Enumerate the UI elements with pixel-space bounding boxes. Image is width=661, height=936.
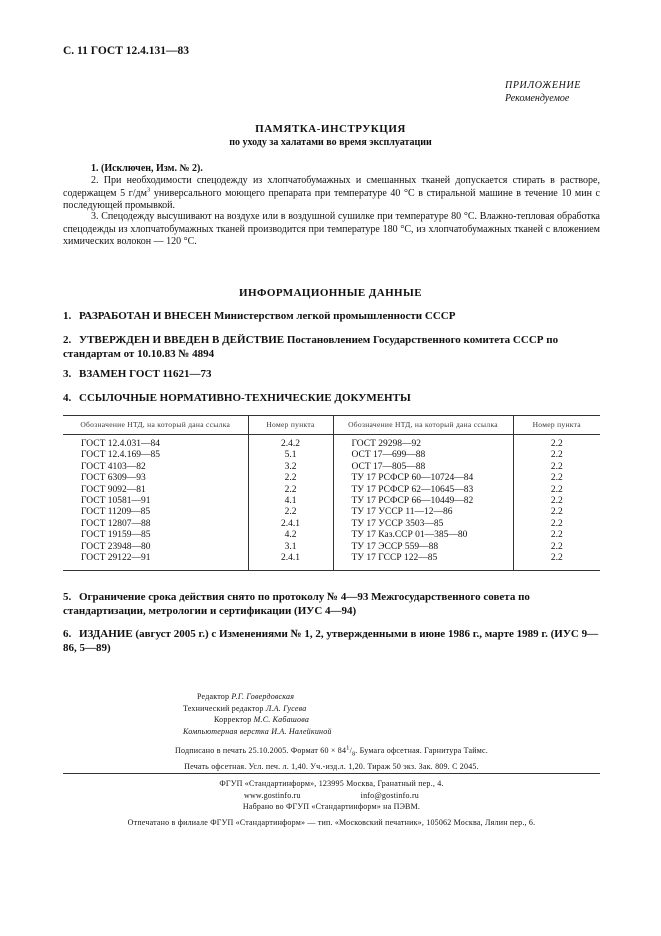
table-cell: 2.4.1 — [281, 552, 300, 563]
info-item-1-num: 1. — [63, 310, 72, 322]
table-cell: ГОСТ 19159—85 — [81, 530, 151, 541]
info-item-1-text: РАЗРАБОТАН И ВНЕСЕН Министерством легкой промышленности СССР — [79, 310, 456, 322]
table-cell: ОСТ 17—805—88 — [351, 461, 426, 472]
table-cell: ГОСТ 29122—91 — [81, 552, 151, 563]
website-link[interactable]: www.gostinfo.ru — [243, 790, 301, 800]
table-cell: ГОСТ 6309—93 — [81, 473, 146, 484]
table-cell: ГОСТ 23948—80 — [81, 541, 151, 552]
signed-slash: / — [349, 746, 353, 755]
memo-title: ПАМЯТКА-ИНСТРУКЦИЯ — [255, 123, 406, 135]
info-section-title: ИНФОРМАЦИОННЫЕ ДАННЫЕ — [239, 287, 422, 299]
table-cell: 2.2 — [550, 541, 563, 552]
table-cell: 2.2 — [550, 461, 563, 472]
ntd-header-item-right: Номер пункта — [513, 416, 600, 435]
signed-text-b: . Бумага офсетная. Гарнитура Таймс. — [355, 746, 488, 755]
table-cell: 5.1 — [284, 450, 297, 461]
signed-text-a: Подписано в печать 25.10.2005. Формат 60 × 84 — [175, 746, 347, 755]
email-link[interactable]: info@gostinfo.ru — [360, 790, 420, 800]
credit-editor — [63, 691, 600, 703]
info-item-4-text: ССЫЛОЧНЫЕ НОРМАТИВНО-ТЕХНИЧЕСКИЕ ДОКУМЕНТЫ — [79, 392, 411, 404]
publisher-info — [63, 778, 600, 828]
memo-p2-sup: 3 — [146, 186, 151, 194]
ntd-table-header-row — [63, 416, 600, 435]
signed-sub: 8 — [352, 751, 356, 758]
table-cell: 2.4.1 — [281, 518, 300, 529]
info-item-4-num: 4. — [63, 392, 72, 404]
credit-corrector — [63, 714, 600, 726]
memo-p2-text-b: универсального моющего препарата при температуре 40 °С в стиральной машине в течение 10 мин с последующей промывкой. — [63, 187, 600, 211]
table-cell: 3.1 — [284, 541, 297, 552]
memo-p3-text: 3. Спецодежду высушивают на воздухе или в воздушной сушилке при температуре 80 °С. Влажно-тепловая обработка спецодежды из хлопчатобумажных тканей производится при температуре 180 °С, из хлопчатобумажных тканей с вложением химических волокон — 120 °С. — [63, 211, 600, 247]
table-cell: 2.2 — [550, 507, 563, 518]
info-item-1 — [63, 310, 603, 324]
printed-line: Отпечатано в филиале ФГУП «Стандартинформ» — тип. «Московский печатник», 105062 Москва, Лялин пер., 6. — [127, 817, 536, 827]
table-cell: 2.2 — [550, 439, 563, 449]
ntd-right-docs-column — [333, 435, 513, 571]
memo-p1-text: 1. (Исключен, Изм. № 2). — [91, 163, 203, 174]
credits-divider — [63, 773, 600, 774]
info-item-5 — [63, 591, 603, 618]
credit-name: Р.Г. Говердовская — [231, 692, 295, 701]
ntd-header-doc-right: Обозначение НТД, на который дана ссылка — [333, 416, 513, 435]
appendix-title: ПРИЛОЖЕНИЕ — [505, 80, 581, 91]
credit-name: М.С. Кабашова — [253, 715, 310, 724]
table-cell: 2.2 — [550, 495, 563, 506]
info-item-5-num: 5. — [63, 591, 72, 603]
memo-subtitle: по уходу за халатами во время эксплуатации — [229, 137, 432, 148]
info-item-6-num: 6. — [63, 628, 72, 640]
credits-block — [63, 691, 600, 737]
table-cell: ТУ 17 ЭССР 559—88 — [351, 541, 439, 552]
ntd-header-doc-left: Обозначение НТД, на который дана ссылка — [63, 416, 248, 435]
table-cell: ГОСТ 4103—82 — [81, 461, 146, 472]
table-cell: 2.2 — [550, 473, 563, 484]
signed-line — [63, 745, 600, 761]
table-cell: 2.4.2 — [281, 439, 300, 449]
info-item-3 — [63, 368, 603, 382]
info-item-3-text: ВЗАМЕН ГОСТ 11621—73 — [79, 368, 212, 380]
table-cell: 2.2 — [550, 450, 563, 461]
table-cell: 2.2 — [550, 484, 563, 495]
table-cell: ТУ 17 Каз.ССР 01—385—80 — [351, 530, 468, 541]
table-cell: ГОСТ 12.4.169—85 — [81, 450, 160, 461]
ntd-left-docs-column — [63, 435, 248, 571]
info-item-6-text: ИЗДАНИЕ (август 2005 г.) с Изменениями № 1, 2, утвержденными в июне 1986 г., марте 1989 г. (ИУС 9—86, 5—89) — [63, 628, 599, 654]
page-header: С. 11 ГОСТ 12.4.131—83 — [63, 45, 190, 57]
ntd-header-item-left: Номер пункта — [248, 416, 333, 435]
credit-role: Компьютерная верстка — [183, 726, 269, 736]
table-cell: ГОСТ 12.4.031—84 — [81, 439, 160, 449]
info-item-2-num: 2. — [63, 334, 72, 346]
table-cell: 2.2 — [284, 507, 297, 518]
ntd-left-items-column — [248, 435, 333, 571]
table-cell: ГОСТ 11209—85 — [81, 507, 151, 518]
table-cell: ТУ 17 РСФСР 60—10724—84 — [351, 473, 474, 484]
table-cell: ТУ 17 УССР 11—12—86 — [351, 507, 453, 518]
credit-role: Технический редактор — [183, 703, 264, 713]
contact-line — [63, 790, 600, 802]
memo-paragraph-1 — [63, 163, 600, 176]
signed-sup: 1 — [346, 744, 350, 752]
credit-role: Корректор — [214, 715, 252, 724]
table-cell: 3.2 — [284, 461, 297, 472]
table-cell: 2.2 — [550, 552, 563, 563]
table-cell: 2.2 — [550, 530, 563, 541]
table-cell: ТУ 17 РСФСР 66—10449—82 — [351, 495, 474, 506]
print-info — [63, 745, 600, 773]
ntd-table-body-row — [63, 435, 600, 571]
info-item-4 — [63, 392, 603, 406]
table-cell: 2.2 — [284, 473, 297, 484]
info-item-5-text: Ограничение срока действия снято по протоколу № 4—93 Межгосударственного совета по стандартизации, метрологии и сертификации (ИУС 4—94) — [63, 591, 530, 617]
info-item-2 — [63, 334, 603, 361]
ntd-right-items-column — [513, 435, 600, 571]
credit-tech-editor — [63, 703, 600, 715]
typeset-line: Набрано во ФГУП «Стандартинформ» на ПЭВМ. — [242, 802, 421, 811]
table-cell: ГОСТ 10581—91 — [81, 495, 151, 506]
info-item-3-num: 3. — [63, 368, 72, 380]
info-item-6 — [63, 628, 603, 655]
table-cell: ОСТ 17—699—88 — [351, 450, 426, 461]
memo-paragraph-2 — [63, 175, 600, 213]
appendix-status: Рекомендуемое — [505, 93, 570, 104]
credit-name: Л.А. Гусева — [265, 703, 307, 713]
table-cell: ГОСТ 9092—81 — [81, 484, 146, 495]
memo-p2-text-a: 2. При необходимости спецодежду из хлопчатобумажных и смешанных тканей допускается стирать в растворе, содержащем 5 г/дм — [63, 175, 600, 199]
credit-role: Редактор — [197, 692, 230, 701]
table-cell: ТУ 17 РСФСР 62—10645—83 — [351, 484, 474, 495]
table-cell: 4.1 — [284, 495, 297, 506]
table-cell: ТУ 17 УССР 3503—85 — [351, 518, 444, 529]
info-item-2-text: УТВЕРЖДЕН И ВВЕДЕН В ДЕЙСТВИЕ Постановлением Государственного комитета СССР по стандартам от 10.10.83 № 4894 — [63, 334, 559, 360]
table-cell: 4.2 — [284, 530, 297, 541]
table-cell: 2.2 — [284, 484, 297, 495]
table-cell: ТУ 17 ГССР 122—85 — [351, 552, 438, 563]
print-line: Печать офсетная. Усл. печ. л. 1,40. Уч.-изд.л. 1,20. Тираж 50 экз. Зак. 809. С 2045. — [184, 762, 479, 772]
memo-paragraph-3 — [63, 211, 600, 249]
table-cell: ГОСТ 12807—88 — [81, 518, 151, 529]
table-cell: 2.2 — [550, 518, 563, 529]
credit-name: И.А. Налейкиной — [271, 726, 332, 736]
credit-layout — [63, 726, 600, 738]
appendix-label — [505, 79, 581, 105]
ntd-reference-table — [63, 415, 600, 571]
table-cell: ГОСТ 29298—92 — [351, 439, 421, 449]
publisher-line: ФГУП «Стандартинформ», 123995 Москва, Гранатный пер., 4. — [219, 779, 444, 788]
